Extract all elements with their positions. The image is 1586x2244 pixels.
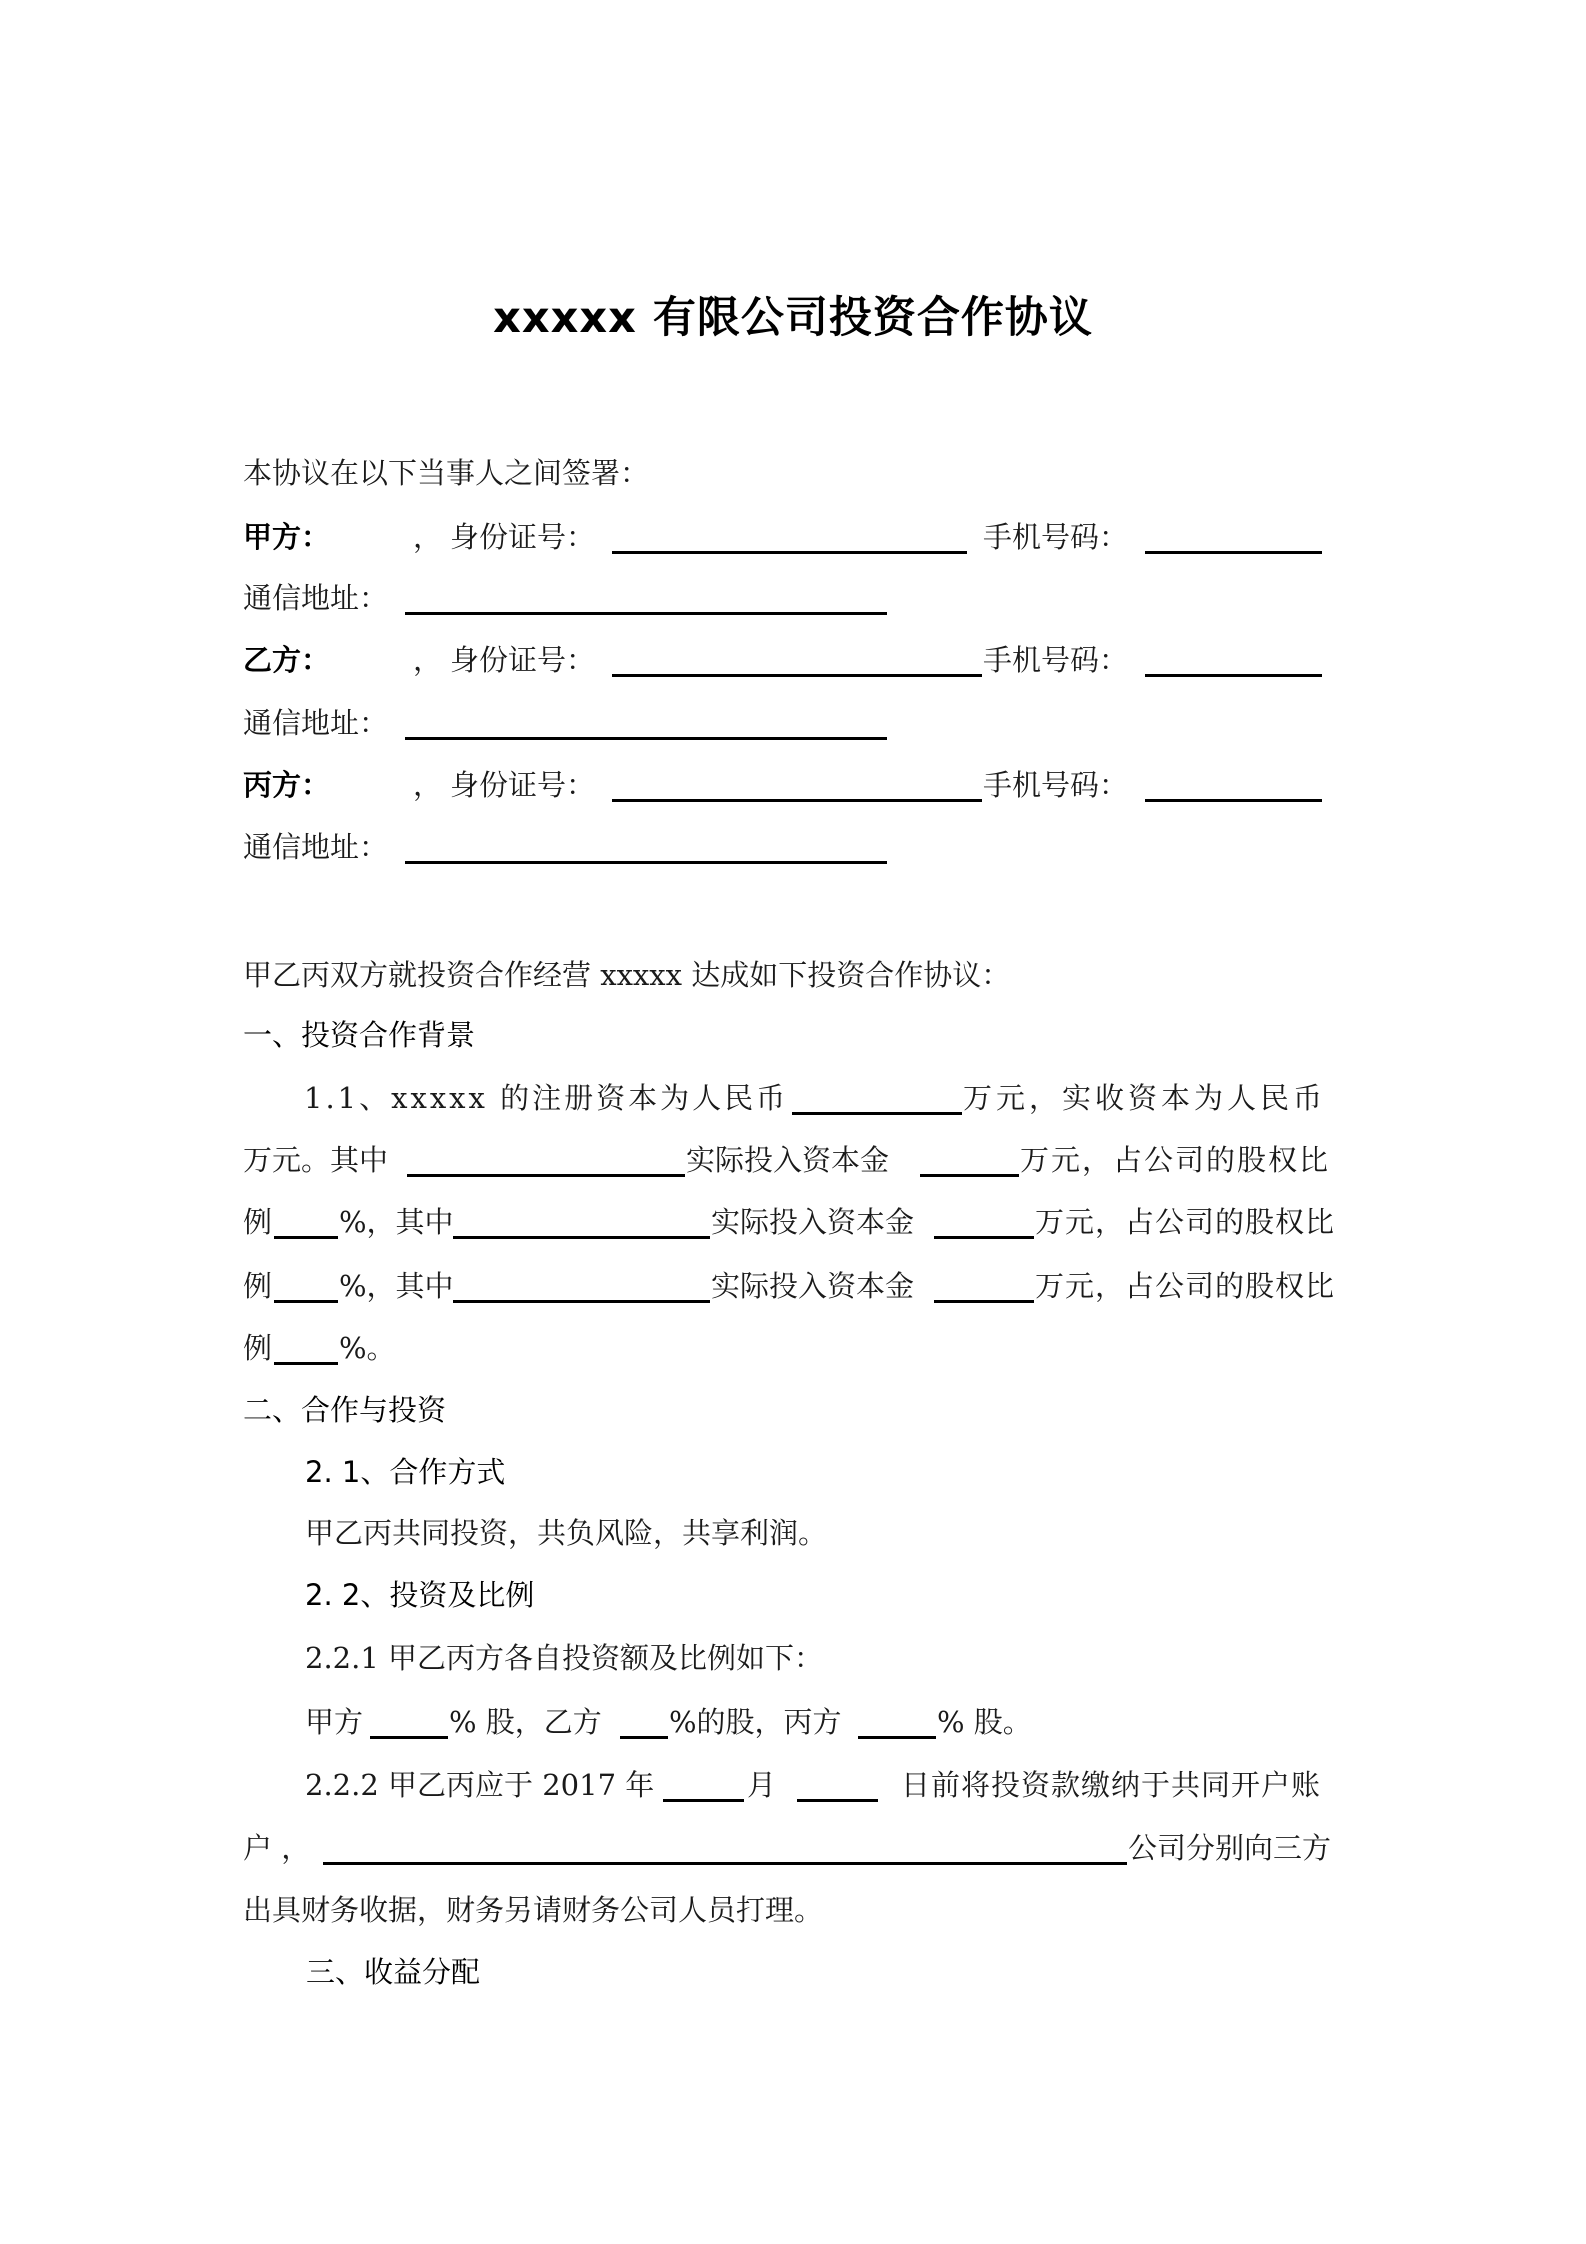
party-a-id-field[interactable] <box>612 551 967 554</box>
investor-1-ratio-field[interactable] <box>274 1236 338 1239</box>
investor-2-capital-field[interactable] <box>934 1236 1034 1239</box>
company-name-field[interactable] <box>323 1862 1127 1865</box>
party-b-share-field[interactable] <box>620 1736 668 1739</box>
party-c-row <box>243 763 1343 807</box>
clause-1-1-line-2 <box>243 1138 1343 1182</box>
party-a-id-label: 身份证号： <box>450 520 596 554</box>
party-a-row <box>243 515 1343 559</box>
party-b-address-label: 通信地址： <box>243 706 389 740</box>
party-a-phone-field[interactable] <box>1145 551 1322 554</box>
investor-2-ratio-field[interactable] <box>274 1300 338 1303</box>
party-a-phone-label: 手机号码： <box>983 520 1129 554</box>
party-c-label: 丙方： <box>243 768 331 802</box>
party-a-share-field[interactable] <box>370 1736 448 1739</box>
party-a-address-row <box>243 576 1343 620</box>
investor-2-name-field[interactable] <box>453 1236 710 1239</box>
clause-1-1-text-n: 例 <box>243 1331 273 1365</box>
party-c-share-field[interactable] <box>858 1736 936 1739</box>
clause-2-2-2-line-2 <box>243 1826 1343 1870</box>
investor-1-capital-field[interactable] <box>920 1174 1019 1177</box>
clause-2-2-2-text-a: 2.2.2 甲乙丙应于 2017 年 <box>305 1768 655 1802</box>
clause-2-1-heading-text: 2. 1、合作方式 <box>305 1455 506 1489</box>
clause-2-2-1-text: 2.2.1 甲乙丙方各自投资额及比例如下： <box>305 1641 824 1675</box>
party-b-address-row <box>243 701 1343 745</box>
party-a-address-label: 通信地址： <box>243 581 389 615</box>
clause-1-1-text-b: 万元，实收资本为人民币 <box>963 1081 1327 1115</box>
preamble-text: 甲乙丙双方就投资合作经营 xxxxx 达成如下投资合作协议： <box>243 958 1011 992</box>
clause-2-2-2-text-f: 出具财务收据，财务另请财务公司人员打理。 <box>243 1893 824 1927</box>
clause-1-1-text-o: %。 <box>339 1331 396 1365</box>
clause-1-1-text-c: 万元。其中 <box>243 1143 389 1177</box>
clause-1-1-line-1 <box>243 1076 1343 1120</box>
party-c-id-field[interactable] <box>612 799 982 802</box>
party-c-phone-label: 手机号码： <box>983 768 1129 802</box>
clause-1-1-text-j: 例 <box>243 1269 273 1303</box>
clause-2-2-2-line-1 <box>305 1763 1345 1807</box>
clause-1-1-text-m: 万元，占公司的股权比 <box>1035 1269 1336 1303</box>
clause-2-2-2-text-c: 日前将投资款缴纳于共同开户账 <box>901 1768 1322 1802</box>
party-b-phone-label: 手机号码： <box>983 643 1129 677</box>
clause-1-1-text-i: 万元，占公司的股权比 <box>1035 1205 1336 1239</box>
clause-1-1-text-a: 1.1、xxxxx 的注册资本为人民币 <box>304 1081 789 1115</box>
clause-2-2-heading-text: 2. 2、投资及比例 <box>305 1578 535 1612</box>
party-b-comma: ， <box>413 643 443 677</box>
party-b-label: 乙方： <box>243 643 331 677</box>
party-a-address-field[interactable] <box>405 612 887 615</box>
party-c-address-row <box>243 825 1343 869</box>
party-b-address-field[interactable] <box>405 737 887 740</box>
document-title: xxxxx 有限公司投资合作协议 <box>493 293 1093 343</box>
clause-1-1-text-d: 实际投入资本金 <box>686 1143 890 1177</box>
party-c-phone-field[interactable] <box>1145 799 1322 802</box>
party-a-comma: ， <box>413 520 443 554</box>
clause-2-2-2-text-e: 公司分别向三方 <box>1128 1831 1332 1865</box>
payment-day-field[interactable] <box>797 1799 878 1802</box>
intro-text: 本协议在以下当事人之间签署： <box>243 456 650 490</box>
party-b-phone-field[interactable] <box>1145 674 1322 677</box>
clause-1-1-text-l: 实际投入资本金 <box>711 1269 915 1303</box>
section-1-heading-text: 一、投资合作背景 <box>243 1018 476 1052</box>
shares-text-c: %的股，丙方 <box>669 1705 842 1739</box>
clause-2-2-2-text-b: 月 <box>747 1768 777 1802</box>
payment-month-field[interactable] <box>663 1799 744 1802</box>
party-a-label: 甲方： <box>243 520 331 554</box>
shares-text-d: % 股。 <box>937 1705 1032 1739</box>
shares-text-a: 甲方 <box>305 1705 364 1739</box>
clause-1-1-line-3 <box>243 1200 1343 1244</box>
clause-1-1-text-f: 例 <box>243 1205 273 1239</box>
party-b-row <box>243 638 1343 682</box>
investor-3-name-field[interactable] <box>453 1300 710 1303</box>
clause-1-1-text-g: %，其中 <box>339 1205 454 1239</box>
shares-text-b: % 股，乙方 <box>449 1705 602 1739</box>
investor-1-name-field[interactable] <box>407 1174 685 1177</box>
party-c-id-label: 身份证号： <box>450 768 596 802</box>
party-c-address-field[interactable] <box>405 861 887 864</box>
shares-line <box>305 1700 1305 1744</box>
section-3-heading-text: 三、收益分配 <box>306 1955 481 1989</box>
clause-1-1-line-5 <box>243 1326 1343 1370</box>
registered-capital-field[interactable] <box>792 1112 962 1115</box>
clause-1-1-line-4 <box>243 1264 1343 1308</box>
investor-3-ratio-field[interactable] <box>274 1362 338 1365</box>
clause-1-1-text-k: %，其中 <box>339 1269 454 1303</box>
party-b-id-label: 身份证号： <box>450 643 596 677</box>
party-c-comma: ， <box>413 768 443 802</box>
clause-2-2-2-text-d: 户 ， <box>243 1831 311 1865</box>
section-2-heading-text: 二、合作与投资 <box>243 1393 447 1427</box>
party-b-id-field[interactable] <box>612 674 982 677</box>
clause-2-1-text: 甲乙丙共同投资，共负风险，共享利润。 <box>305 1516 828 1550</box>
party-c-address-label: 通信地址： <box>243 830 389 864</box>
investor-3-capital-field[interactable] <box>934 1300 1034 1303</box>
clause-1-1-text-h: 实际投入资本金 <box>711 1205 915 1239</box>
clause-1-1-text-e: 万元，占公司的股权比 <box>1020 1143 1331 1177</box>
